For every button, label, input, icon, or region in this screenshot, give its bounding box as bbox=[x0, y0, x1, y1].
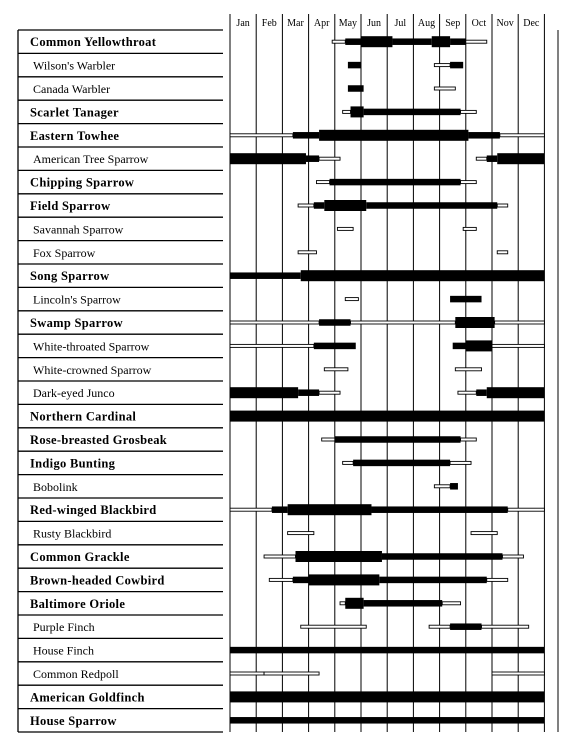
species-label: Purple Finch bbox=[33, 620, 95, 635]
occurrence-bar-wide bbox=[432, 36, 450, 47]
month-label-sep: Sep bbox=[445, 18, 461, 29]
occurrence-bar-thin bbox=[230, 508, 272, 511]
species-row bbox=[30, 550, 523, 564]
occurrence-bar-mid bbox=[293, 577, 309, 584]
occurrence-bar-thin bbox=[288, 532, 314, 535]
occurrence-bar-thin bbox=[337, 227, 353, 230]
species-row bbox=[30, 503, 544, 517]
occurrence-bar-mid bbox=[487, 155, 497, 162]
occurrence-bar-wide bbox=[487, 387, 545, 398]
occurrence-bar-wide bbox=[351, 106, 364, 117]
occurrence-bar-thin bbox=[502, 555, 523, 558]
occurrence-bar-thin bbox=[322, 438, 335, 441]
month-label-nov: Nov bbox=[496, 18, 514, 29]
occurrence-bar-thin bbox=[316, 181, 329, 184]
occurrence-bar-mid bbox=[230, 717, 544, 724]
species-label: Swamp Sparrow bbox=[30, 316, 123, 330]
occurrence-bar-thin bbox=[508, 508, 545, 511]
occurrence-bar-mid bbox=[314, 202, 324, 209]
occurrence-bar-mid bbox=[306, 155, 319, 162]
occurrence-bar-thin bbox=[434, 64, 450, 67]
species-row bbox=[33, 82, 455, 96]
occurrence-bar-thin bbox=[230, 672, 264, 675]
occurrence-bar-thin bbox=[461, 110, 477, 113]
species-label: Wilson's Warbler bbox=[33, 58, 116, 73]
occurrence-bar-wide bbox=[309, 574, 380, 585]
species-label: Rose-breasted Grosbeak bbox=[30, 433, 168, 447]
occurrence-bar-thin bbox=[442, 602, 460, 605]
occurrence-bar-thin bbox=[463, 227, 476, 230]
month-label-jan: Jan bbox=[236, 18, 250, 29]
species-row bbox=[33, 667, 544, 681]
occurrence-bar-thin bbox=[497, 251, 507, 254]
occurrence-bar-thin bbox=[343, 110, 351, 113]
occurrence-bar-thin bbox=[461, 181, 477, 184]
occurrence-bar-mid bbox=[392, 38, 431, 45]
occurrence-bar-thin bbox=[476, 157, 486, 160]
species-label: Brown-headed Cowbird bbox=[30, 573, 165, 588]
occurrence-bar-thin bbox=[301, 625, 367, 628]
species-label: Scarlet Tanager bbox=[30, 105, 119, 120]
occurrence-bar-wide bbox=[497, 153, 544, 164]
occurrence-bar-thin bbox=[434, 485, 450, 488]
species-row bbox=[30, 199, 508, 213]
occurrence-bar-thin bbox=[487, 578, 508, 581]
occurrence-bar-thin bbox=[495, 321, 545, 324]
species-label: Chipping Sparrow bbox=[30, 175, 135, 190]
occurrence-bar-thin bbox=[434, 87, 455, 90]
occurrence-bar-mid bbox=[382, 553, 503, 560]
month-label-apr: Apr bbox=[313, 18, 330, 29]
species-label: American Tree Sparrow bbox=[33, 152, 149, 167]
species-row bbox=[30, 35, 487, 49]
species-row bbox=[33, 620, 529, 634]
occurrence-bar-mid bbox=[293, 132, 319, 139]
occurrence-bar-wide bbox=[345, 598, 363, 609]
occurrence-bar-wide bbox=[455, 317, 494, 328]
occurrence-bar-thin bbox=[455, 368, 481, 371]
occurrence-bar-wide bbox=[230, 387, 298, 398]
species-row bbox=[30, 105, 476, 119]
species-row bbox=[33, 339, 544, 353]
species-label: Indigo Bunting bbox=[30, 456, 116, 471]
occurrence-bar-thin bbox=[298, 204, 314, 207]
occurrence-bar-thin bbox=[319, 157, 340, 160]
occurrence-bar-wide bbox=[230, 691, 544, 702]
occurrence-bar-wide bbox=[230, 153, 306, 164]
occurrence-bar-thin bbox=[298, 251, 316, 254]
species-row bbox=[33, 246, 508, 260]
species-row bbox=[30, 690, 544, 704]
occurrence-bar-mid bbox=[230, 272, 301, 279]
occurrence-bar-thin bbox=[429, 625, 450, 628]
occurrence-bar-mid bbox=[314, 343, 356, 350]
occurrence-bar-thin bbox=[500, 134, 545, 137]
occurrence-bar-thin bbox=[324, 368, 348, 371]
occurrence-bar-thin bbox=[458, 391, 476, 394]
species-label: Canada Warbler bbox=[33, 82, 111, 96]
occurrence-bar-thin bbox=[269, 578, 293, 581]
occurrence-bar-wide bbox=[466, 340, 492, 351]
species-label: Field Sparrow bbox=[30, 199, 111, 213]
occurrence-bar-thin bbox=[497, 204, 507, 207]
species-row bbox=[30, 456, 471, 470]
occurrence-bar-thin bbox=[319, 391, 340, 394]
occurrence-bar-wide bbox=[361, 36, 392, 47]
occurrence-bar-thin bbox=[492, 672, 544, 675]
species-row bbox=[33, 527, 497, 541]
species-row bbox=[33, 480, 458, 494]
occurrence-bar-wide bbox=[324, 200, 366, 211]
species-label: Red-winged Blackbird bbox=[30, 503, 157, 518]
occurrence-bar-mid bbox=[453, 343, 466, 350]
month-label-feb: Feb bbox=[261, 18, 277, 29]
month-label-mar: Mar bbox=[287, 18, 304, 29]
occurrence-bar-thin bbox=[482, 625, 529, 628]
occurrence-bar-mid bbox=[335, 436, 461, 443]
species-label: Eastern Towhee bbox=[30, 128, 120, 143]
occurrence-bar-mid bbox=[450, 623, 481, 630]
species-row bbox=[33, 386, 544, 400]
occurrence-bar-thin bbox=[351, 321, 456, 324]
occurrence-bar-mid bbox=[364, 109, 461, 116]
species-row bbox=[33, 152, 544, 166]
occurrence-bar-wide bbox=[230, 411, 544, 422]
species-label: American Goldfinch bbox=[30, 690, 145, 705]
species-row bbox=[30, 597, 461, 611]
occurrence-bar-mid bbox=[468, 132, 499, 139]
species-row bbox=[30, 316, 544, 330]
species-label: Baltimore Oriole bbox=[30, 596, 126, 611]
species-row bbox=[30, 714, 544, 728]
occurrence-bar-mid bbox=[379, 577, 486, 584]
occurrence-bar-mid bbox=[364, 600, 443, 607]
occurrence-bar-mid bbox=[348, 85, 364, 92]
species-row bbox=[33, 293, 482, 307]
species-row bbox=[33, 222, 476, 236]
species-label: Common Redpoll bbox=[33, 667, 119, 681]
species-label: White-throated Sparrow bbox=[33, 339, 150, 354]
species-label: Rusty Blackbird bbox=[33, 526, 112, 541]
month-label-may: May bbox=[338, 18, 358, 29]
occurrence-bar-mid bbox=[450, 38, 466, 45]
species-row bbox=[33, 59, 463, 73]
species-label: House Finch bbox=[33, 643, 94, 658]
species-label: Savannah Sparrow bbox=[33, 222, 124, 237]
species-label: Lincoln's Sparrow bbox=[33, 292, 121, 307]
occurrence-bar-mid bbox=[366, 202, 497, 209]
species-row bbox=[30, 129, 544, 143]
occurrence-bar-mid bbox=[450, 296, 481, 303]
species-label: Fox Sparrow bbox=[33, 245, 96, 260]
occurrence-bar-thin bbox=[461, 438, 477, 441]
species-label: Northern Cardinal bbox=[30, 409, 137, 424]
species-label: Dark-eyed Junco bbox=[33, 386, 115, 401]
occurrence-bar-mid bbox=[330, 179, 461, 186]
month-label-oct: Oct bbox=[471, 18, 487, 29]
occurrence-bar-thin bbox=[492, 344, 544, 347]
occurrence-bar-thin bbox=[340, 602, 345, 605]
occurrence-bar-thin bbox=[471, 532, 497, 535]
occurrence-bar-wide bbox=[319, 130, 468, 141]
occurrence-bar-mid bbox=[298, 389, 319, 396]
month-label-dec: Dec bbox=[523, 18, 540, 29]
occurrence-bar-mid bbox=[450, 483, 458, 490]
species-row bbox=[30, 269, 544, 283]
species-row bbox=[30, 573, 508, 587]
occurrence-bar-mid bbox=[272, 506, 288, 513]
occurrence-bar-thin bbox=[264, 672, 319, 675]
occurrence-bar-mid bbox=[371, 506, 507, 513]
occurrence-bar-thin bbox=[345, 298, 358, 301]
occurrence-bar-wide bbox=[296, 551, 382, 562]
species-label: Song Sparrow bbox=[30, 269, 110, 284]
occurrence-bar-thin bbox=[466, 40, 487, 43]
species-label: House Sparrow bbox=[30, 713, 117, 728]
occurrence-bar-thin bbox=[230, 344, 314, 347]
occurrence-bar-mid bbox=[348, 62, 361, 69]
occurrence-bar-thin bbox=[230, 321, 319, 324]
species-row bbox=[33, 644, 544, 658]
occurrence-bar-mid bbox=[230, 647, 544, 654]
occurrence-bar-mid bbox=[450, 62, 463, 69]
species-row bbox=[30, 433, 476, 447]
occurrence-bar-wide bbox=[288, 504, 372, 515]
occurrence-bar-thin bbox=[450, 461, 471, 464]
occurrence-bar-mid bbox=[319, 319, 350, 326]
occurrence-bar-thin bbox=[264, 555, 295, 558]
occurrence-bar-mid bbox=[345, 38, 361, 45]
month-label-jun: Jun bbox=[367, 18, 382, 29]
occurrence-bar-mid bbox=[476, 389, 486, 396]
species-label: White-crowned Sparrow bbox=[33, 362, 152, 377]
occurrence-bar-thin bbox=[343, 461, 353, 464]
month-label-aug: Aug bbox=[417, 18, 436, 29]
occurrence-bar-thin bbox=[332, 40, 345, 43]
species-row bbox=[33, 363, 482, 377]
species-row bbox=[30, 410, 544, 424]
species-label: Common Yellowthroat bbox=[30, 35, 157, 50]
species-label: Common Grackle bbox=[30, 550, 130, 564]
species-row bbox=[30, 176, 476, 190]
species-label: Bobolink bbox=[33, 479, 78, 494]
month-label-jul: Jul bbox=[394, 18, 407, 29]
occurrence-bar-wide bbox=[301, 270, 545, 281]
occurrence-bar-thin bbox=[230, 134, 293, 137]
occurrence-bar-mid bbox=[353, 460, 450, 467]
